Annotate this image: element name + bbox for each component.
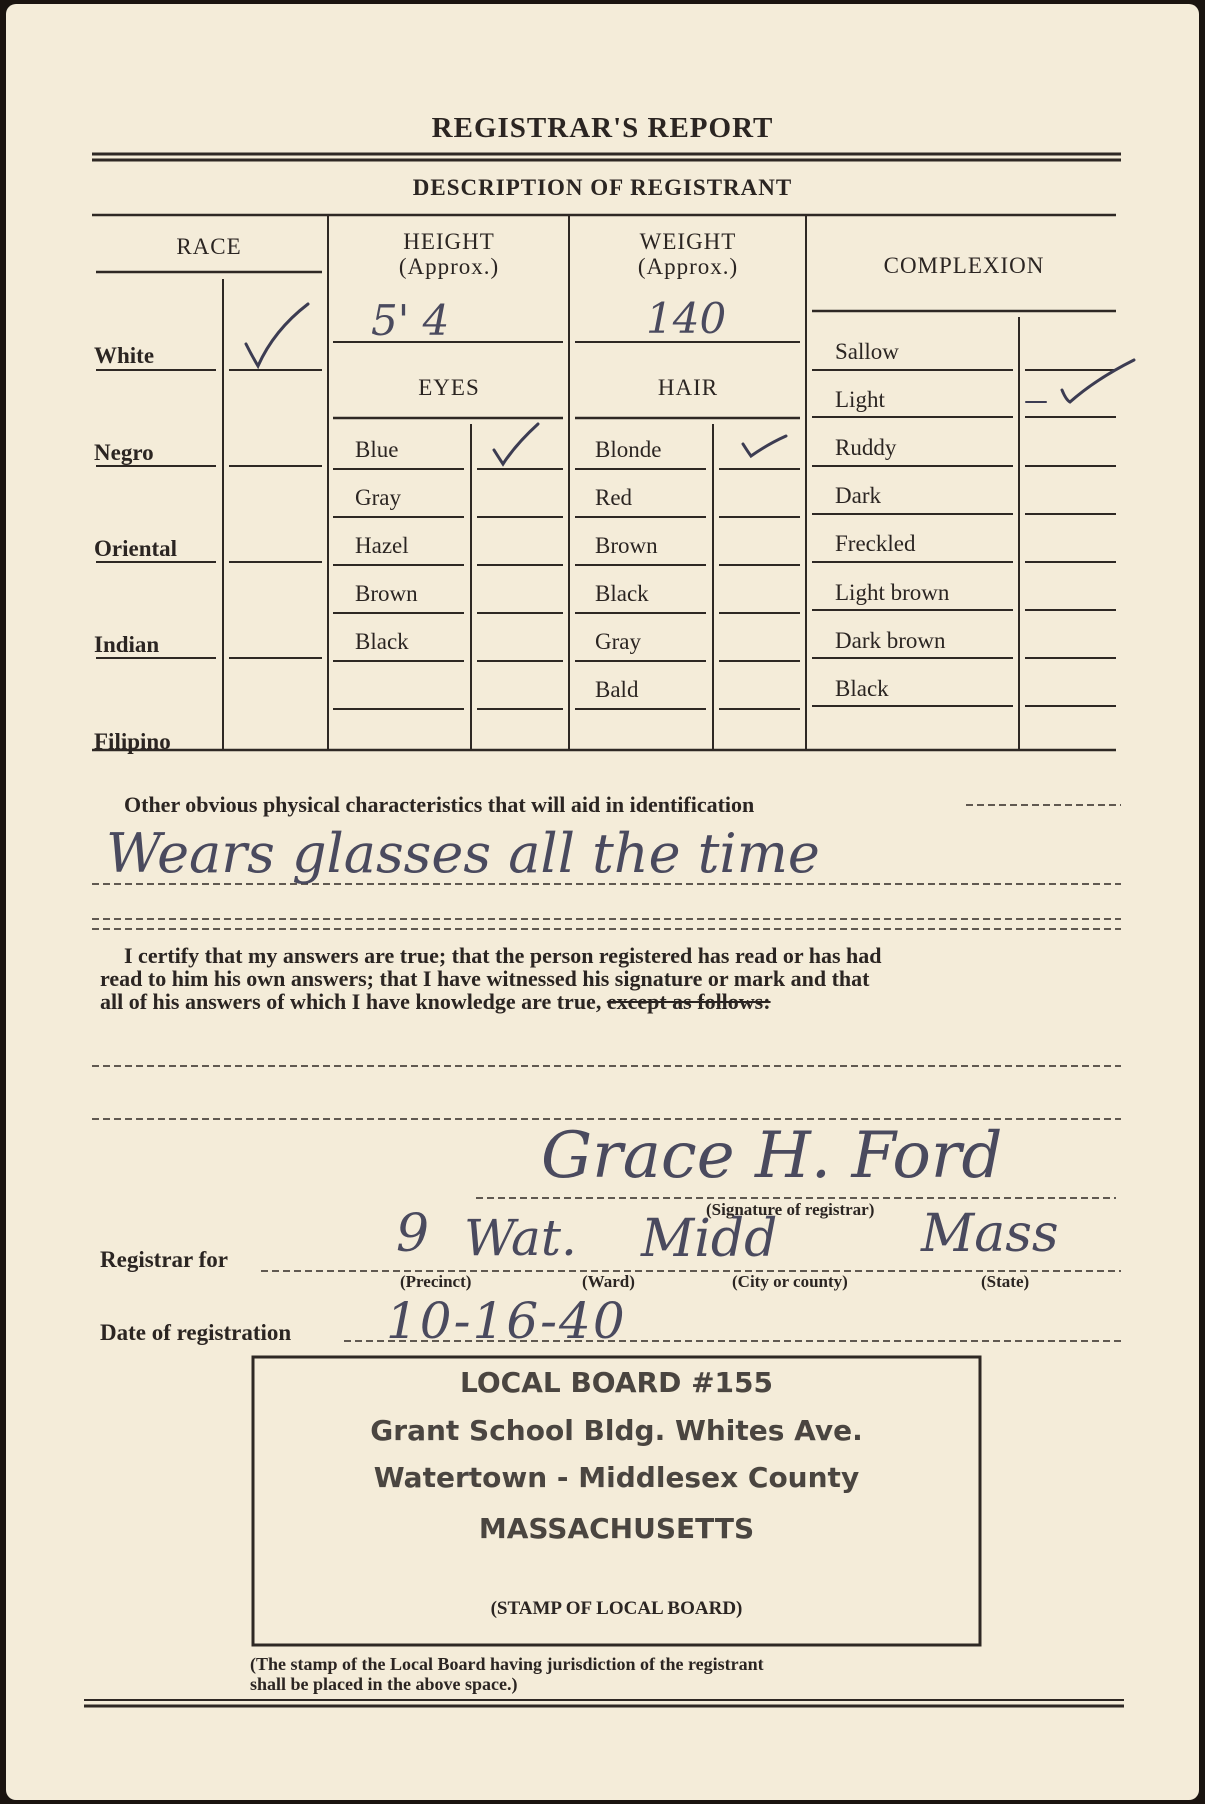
- weight-header: WEIGHT: [639, 229, 737, 254]
- signature-caption: (Signature of registrar): [706, 1200, 875, 1219]
- other-characteristics-label: Other obvious physical characteristics that will aid in identification: [124, 792, 755, 817]
- race-header: RACE: [176, 234, 242, 259]
- form-title: REGISTRAR'S REPORT: [431, 112, 774, 144]
- hair-option-brown: Brown: [595, 533, 658, 558]
- certification-line-1: I certify that my answers are true; that the person registered has read or has had: [124, 943, 882, 968]
- eyes-option-gray: Gray: [355, 485, 401, 510]
- race-option-white: White: [94, 343, 155, 368]
- hair-option-blonde: Blonde: [595, 437, 662, 462]
- city-caption: (City or county): [732, 1272, 848, 1291]
- ward-caption: (Ward): [582, 1272, 635, 1291]
- other-characteristics-value: Wears glasses all the time: [106, 822, 820, 885]
- section-title: DESCRIPTION OF REGISTRANT: [412, 175, 793, 200]
- eyes-check-mark: [494, 424, 538, 464]
- registrar-signature: Grace H. Ford: [541, 1119, 1003, 1193]
- certification-line-3-main: all of his answers of which I have knowledge are true,: [100, 989, 602, 1014]
- precinct-value: 9: [396, 1204, 430, 1264]
- complexion-option-light: Light: [835, 387, 885, 412]
- complexion-option-black: Black: [835, 676, 889, 701]
- footer-note-line-2: shall be placed in the above space.): [250, 1674, 518, 1694]
- state-value: Mass: [921, 1204, 1059, 1264]
- certification-struck-text: except as follows:: [606, 989, 771, 1014]
- city-value: Midd: [641, 1209, 778, 1269]
- weight-sub: (Approx.): [637, 254, 739, 279]
- date-of-registration-label: Date of registration: [100, 1320, 292, 1345]
- complexion-option-freckled: Freckled: [835, 531, 916, 556]
- hair-option-gray: Gray: [595, 629, 641, 654]
- stamp-line-1: LOCAL BOARD #155: [460, 1366, 773, 1399]
- race-check-mark: [246, 304, 308, 366]
- complexion-header: COMPLEXION: [883, 253, 1045, 278]
- hair-check-mark: [743, 436, 786, 456]
- precinct-caption: (Precinct): [400, 1272, 472, 1291]
- eyes-option-black: Black: [355, 629, 409, 654]
- hair-option-bald: Bald: [595, 677, 639, 702]
- eyes-option-blue: Blue: [355, 437, 399, 462]
- weight-value: 140: [646, 294, 727, 343]
- hair-option-black: Black: [595, 581, 649, 606]
- hair-header: HAIR: [657, 375, 719, 400]
- registrar-for-label: Registrar for: [100, 1247, 228, 1272]
- height-header: HEIGHT: [403, 229, 495, 254]
- race-option-negro: Negro: [94, 440, 154, 465]
- complexion-option-dark-brown: Dark brown: [835, 628, 946, 653]
- complexion-option-sallow: Sallow: [835, 339, 899, 364]
- eyes-header: EYES: [418, 375, 480, 400]
- race-option-indian: Indian: [94, 632, 160, 657]
- certification-line-2: read to him his own answers; that I have witnessed his signature or mark and that: [100, 966, 870, 991]
- registration-card: [6, 4, 1199, 1800]
- hair-option-red: Red: [595, 485, 633, 510]
- certification-line-3: [100, 989, 771, 1015]
- stamp-line-4: MASSACHUSETTS: [478, 1512, 755, 1545]
- state-caption: (State): [981, 1272, 1030, 1291]
- race-option-filipino: Filipino: [94, 729, 171, 754]
- race-option-oriental: Oriental: [94, 536, 178, 561]
- eyes-option-brown: Brown: [355, 581, 418, 606]
- height-value: 5' 4: [371, 296, 450, 345]
- ward-value: Wat.: [464, 1209, 577, 1267]
- stamp-caption: (STAMP OF LOCAL BOARD): [490, 1598, 743, 1619]
- complexion-option-light-brown: Light brown: [835, 580, 950, 605]
- eyes-option-hazel: Hazel: [355, 533, 409, 558]
- complexion-option-ruddy: Ruddy: [835, 435, 897, 460]
- date-of-registration-value: 10-16-40: [386, 1292, 627, 1350]
- stamp-line-2: Grant School Bldg. Whites Ave.: [370, 1414, 863, 1447]
- complexion-check-mark: [1062, 360, 1134, 402]
- stamp-line-3: Watertown - Middlesex County: [373, 1461, 860, 1494]
- footer-note-line-1: (The stamp of the Local Board having jurisdiction of the registrant: [250, 1654, 764, 1674]
- height-sub: (Approx.): [398, 254, 500, 279]
- complexion-option-dark: Dark: [835, 483, 881, 508]
